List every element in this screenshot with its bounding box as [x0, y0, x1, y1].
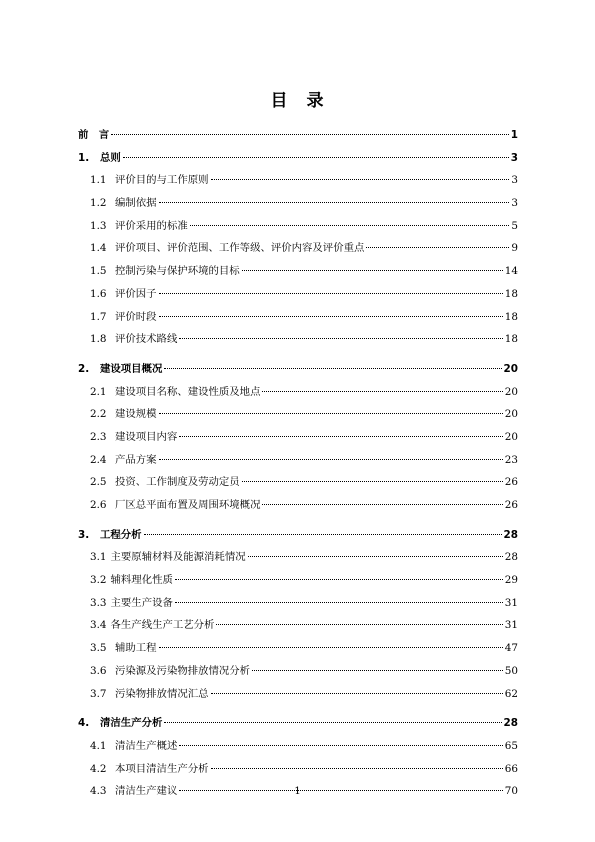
leader-dots [144, 534, 502, 535]
toc-label: 污染物排放情况汇总 [115, 687, 209, 700]
page-title [0, 86, 595, 111]
leader-dots [159, 413, 503, 414]
toc-entry-2-6[interactable] [78, 494, 518, 517]
leader-dots [242, 481, 503, 482]
toc-page: 3 [511, 174, 518, 187]
toc-page: 9 [511, 242, 518, 255]
toc-entry-1-6[interactable] [78, 283, 518, 306]
leader-dots [159, 202, 510, 203]
toc-entry-3-1[interactable] [78, 546, 518, 569]
toc-number: 3.3 [90, 596, 107, 609]
toc-entry-1-4[interactable] [78, 237, 518, 260]
leader-dots [366, 247, 509, 248]
leader-dots [211, 179, 510, 180]
toc-page: 20 [504, 385, 518, 398]
toc-entry-4-2[interactable] [78, 758, 518, 781]
toc-page: 3 [511, 197, 518, 210]
leader-dots [123, 157, 509, 158]
leader-dots [262, 504, 502, 505]
toc-page: 20 [504, 430, 518, 443]
leader-dots [248, 556, 503, 557]
toc-entry-1-3[interactable] [78, 215, 518, 238]
leader-dots [159, 459, 503, 460]
toc-section-4[interactable] [78, 712, 518, 735]
leader-dots [179, 338, 502, 339]
toc-label: 投资、工作制度及劳动定员 [115, 476, 240, 489]
toc-page: 20 [503, 362, 518, 375]
toc-number: 1.7 [90, 310, 107, 323]
toc-number: 1. [78, 151, 90, 164]
toc-number: 1.3 [90, 219, 107, 232]
toc-page: 47 [504, 642, 518, 655]
toc-label: 清洁生产建议 [115, 785, 178, 798]
toc-page: 18 [504, 333, 518, 346]
table-of-contents [78, 124, 518, 803]
toc-page: 31 [504, 619, 518, 632]
toc-page: 66 [504, 762, 518, 775]
toc-label: 各生产线生产工艺分析 [110, 619, 215, 632]
toc-page: 62 [504, 687, 518, 700]
toc-entry-2-2[interactable] [78, 403, 518, 426]
toc-page: 23 [504, 453, 518, 466]
toc-page: 50 [504, 664, 518, 677]
toc-number: 3.6 [90, 664, 107, 677]
toc-label: 建设项目名称、建设性质及地点 [115, 385, 261, 398]
toc-entry-2-1[interactable] [78, 381, 518, 404]
leader-dots [262, 391, 502, 392]
toc-entry-3-3[interactable] [78, 592, 518, 615]
toc-entry-1-8[interactable] [78, 328, 518, 351]
toc-label: 评价因子 [115, 287, 157, 300]
toc-entry-3-7[interactable] [78, 683, 518, 706]
leader-dots [216, 624, 502, 625]
toc-page: 28 [504, 551, 518, 564]
toc-page: 18 [504, 287, 518, 300]
toc-label: 厂区总平面布置及周围环境概况 [115, 499, 261, 511]
toc-label: 建设项目内容 [115, 430, 178, 443]
toc-label: 主要原辅材料及能源消耗情况 [110, 551, 246, 564]
toc-page: 18 [504, 310, 518, 323]
toc-number: 1.5 [90, 265, 107, 278]
toc-entry-1-7[interactable] [78, 306, 518, 329]
toc-label: 清洁生产概述 [115, 739, 178, 752]
toc-page: 70 [504, 785, 518, 798]
leader-dots [164, 722, 501, 723]
toc-label: 清洁生产分析 [100, 717, 163, 730]
toc-number: 3. [78, 528, 90, 541]
toc-entry-2-4[interactable] [78, 449, 518, 472]
toc-page: 29 [504, 574, 518, 587]
toc-entry-3-4[interactable] [78, 614, 518, 637]
leader-dots [159, 647, 503, 648]
toc-number: 4.1 [90, 739, 107, 752]
toc-entry-1-2[interactable] [78, 192, 518, 215]
toc-number: 2.1 [90, 385, 107, 398]
toc-number: 2.2 [90, 408, 107, 421]
toc-label: 建设项目概况 [100, 362, 163, 375]
toc-label: 本项目清洁生产分析 [115, 762, 209, 775]
toc-number: 2.5 [90, 476, 107, 489]
toc-label: 评价项目、评价范围、工作等级、评价内容及评价重点 [115, 242, 365, 255]
toc-label: 工程分析 [100, 528, 142, 541]
toc-page: 26 [504, 476, 518, 489]
leader-dots [175, 602, 503, 603]
toc-label: 评价时段 [115, 310, 157, 323]
leader-dots [179, 436, 502, 437]
toc-page: 26 [504, 499, 518, 511]
toc-number: 1.4 [90, 242, 107, 255]
toc-label: 评价采用的标准 [115, 219, 188, 232]
toc-entry-2-3[interactable] [78, 426, 518, 449]
toc-label: 评价技术路线 [115, 333, 178, 346]
toc-page: 28 [503, 717, 518, 730]
toc-number: 3.2 [90, 574, 107, 587]
toc-label: 建设规模 [115, 408, 157, 421]
toc-number: 2.3 [90, 430, 107, 443]
toc-label: 评价目的与工作原则 [115, 174, 209, 187]
title-char-2: 录 [306, 91, 325, 111]
leader-dots [175, 579, 503, 580]
toc-number: 1.6 [90, 287, 107, 300]
toc-number: 1.8 [90, 333, 107, 346]
toc-section-3[interactable] [78, 524, 518, 547]
toc-page: 20 [504, 408, 518, 421]
leader-dots [111, 134, 509, 135]
toc-page: 28 [503, 528, 518, 541]
toc-entry-4-1[interactable] [78, 735, 518, 758]
toc-entry-1-1[interactable] [78, 169, 518, 192]
toc-number: 2. [78, 362, 90, 375]
leader-dots [179, 745, 502, 746]
leader-dots [164, 368, 501, 369]
toc-section-2[interactable] [78, 358, 518, 381]
page-number: 1 [294, 786, 301, 797]
toc-page: 31 [504, 596, 518, 609]
toc-label: 前 言 [78, 129, 110, 141]
toc-label: 辅助工程 [115, 642, 157, 655]
toc-label: 编制依据 [115, 197, 157, 210]
leader-dots [211, 693, 503, 694]
leader-dots [190, 225, 510, 226]
toc-number: 3.7 [90, 687, 107, 700]
toc-number: 2.6 [90, 499, 107, 511]
toc-number: 1.1 [90, 174, 107, 187]
leader-dots [159, 293, 503, 294]
toc-label: 主要生产设备 [110, 596, 173, 609]
leader-dots [242, 270, 503, 271]
toc-page: 65 [504, 739, 518, 752]
toc-entry-3-6[interactable] [78, 660, 518, 683]
toc-number: 3.1 [90, 551, 107, 564]
toc-section-1[interactable] [78, 147, 518, 170]
toc-entry-3-5[interactable] [78, 637, 518, 660]
leader-dots [211, 768, 503, 769]
leader-dots [159, 316, 503, 317]
toc-number: 1.2 [90, 197, 107, 210]
toc-number: 4.2 [90, 762, 107, 775]
toc-number: 4.3 [90, 785, 107, 798]
toc-label: 总则 [100, 151, 121, 164]
toc-entry-3-2[interactable] [78, 569, 518, 592]
toc-entry-1-5[interactable] [78, 260, 518, 283]
toc-number: 4. [78, 717, 90, 730]
toc-number: 2.4 [90, 453, 107, 466]
toc-page: 3 [510, 151, 518, 164]
toc-label: 辅料理化性质 [110, 574, 173, 587]
toc-label: 控制污染与保护环境的目标 [115, 265, 240, 278]
toc-number: 3.4 [90, 619, 107, 632]
toc-page: 5 [511, 219, 518, 232]
toc-entry-2-5[interactable] [78, 471, 518, 494]
leader-dots [252, 670, 503, 671]
toc-page: 14 [504, 265, 518, 278]
toc-number: 3.5 [90, 642, 107, 655]
toc-entry-preface[interactable] [78, 124, 518, 147]
toc-page: 1 [510, 129, 518, 141]
title-char-1: 目 [270, 91, 289, 111]
toc-label: 产品方案 [115, 453, 157, 466]
toc-label: 污染源及污染物排放情况分析 [115, 664, 251, 677]
